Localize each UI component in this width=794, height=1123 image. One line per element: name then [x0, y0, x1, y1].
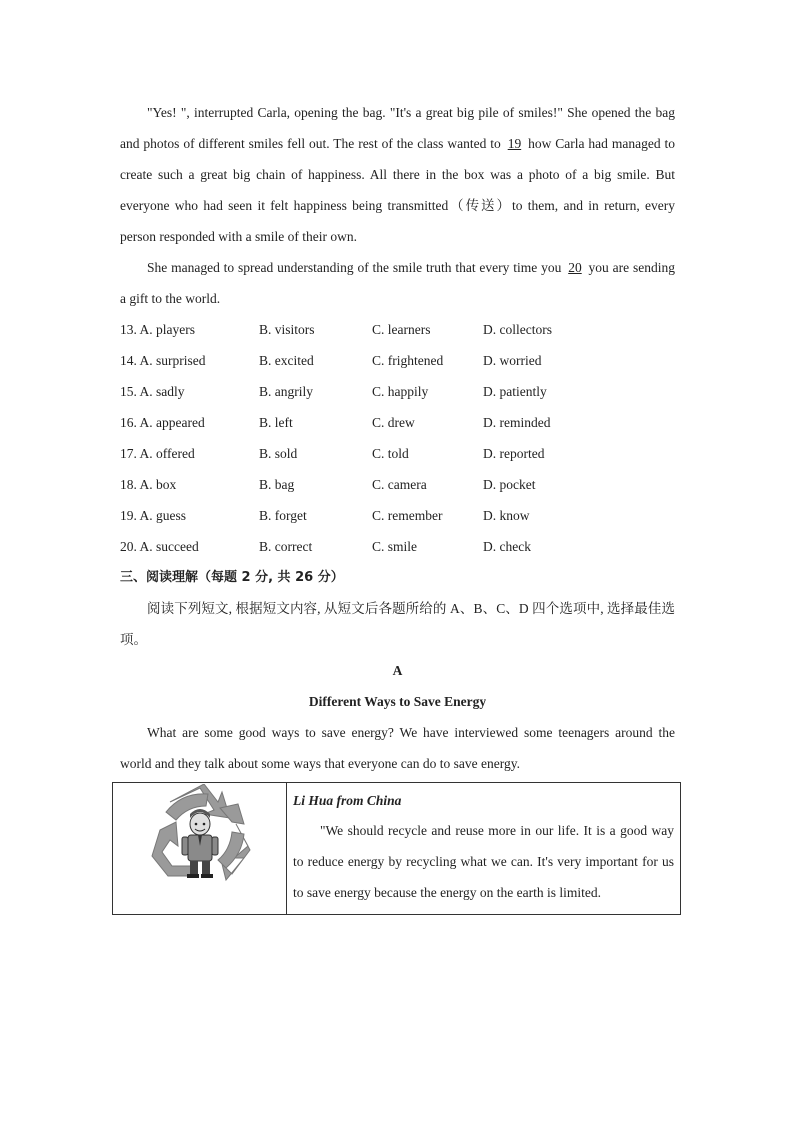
- passage-paragraph-1: "Yes! ", interrupted Carla, opening the bag. "It's a great big pile of smiles!" She opened the bag and photos of different smiles fell out. The rest of the class wanted to 19 how Carla had managed to create such a great big chain of happiness. All there in the box was a photo of a big smile. But everyone who had seen it felt happiness being transmitted（传送）to them, and in return, every person responded with a smile of their own.: [120, 105, 675, 244]
- document-page: [120, 97, 675, 779]
- passage-paragraph-2: She managed to spread understanding of the smile truth that every time you 20 you are sending a gift to the world.: [120, 260, 675, 306]
- interviewee-quote: "We should recycle and reuse more in our life. It is a good way to reduce energy by recycling what we can. It's very important for us to save energy because the energy on the earth is limited.: [293, 823, 674, 900]
- option-row: 13. A. players B. visitors C. learners D. collectors: [120, 322, 552, 337]
- option-row: 14. A. surprised B. excited C. frightened D. worried: [120, 353, 542, 368]
- passage-intro: What are some good ways to save energy? We have interviewed some teenagers around the world and they talk about some ways that everyone can do to save energy.: [120, 725, 675, 771]
- option-row: 19. A. guess B. forget C. remember D. know: [120, 508, 530, 523]
- option-row: 18. A. box B. bag C. camera D. pocket: [120, 477, 536, 492]
- passage-title: Different Ways to Save Energy: [308, 694, 487, 709]
- blank-20: 20: [568, 260, 582, 275]
- passage-letter: A: [392, 663, 403, 678]
- section-heading: 三、阅读理解（每题 2 分, 共 26 分）: [120, 570, 344, 585]
- option-row: 17. A. offered B. sold C. told D. reported: [120, 446, 545, 461]
- option-row: 20. A. succeed B. correct C. smile D. check: [120, 539, 531, 554]
- option-row: 15. A. sadly B. angrily C. happily D. patiently: [120, 384, 547, 399]
- interview-text-cell: [287, 783, 681, 915]
- option-row: 16. A. appeared B. left C. drew D. reminded: [120, 415, 551, 430]
- interviewee-name: Li Hua from China: [293, 793, 402, 808]
- recycle-illustration: [148, 784, 252, 884]
- illustration-cell: [113, 783, 287, 915]
- option-list: [120, 314, 675, 562]
- section-instruction: 阅读下列短文, 根据短文内容, 从短文后各题所给的 A、B、C、D 四个选项中, 选择最佳选项。: [120, 601, 675, 647]
- interview-table: [112, 782, 681, 915]
- blank-19: 19: [507, 136, 522, 151]
